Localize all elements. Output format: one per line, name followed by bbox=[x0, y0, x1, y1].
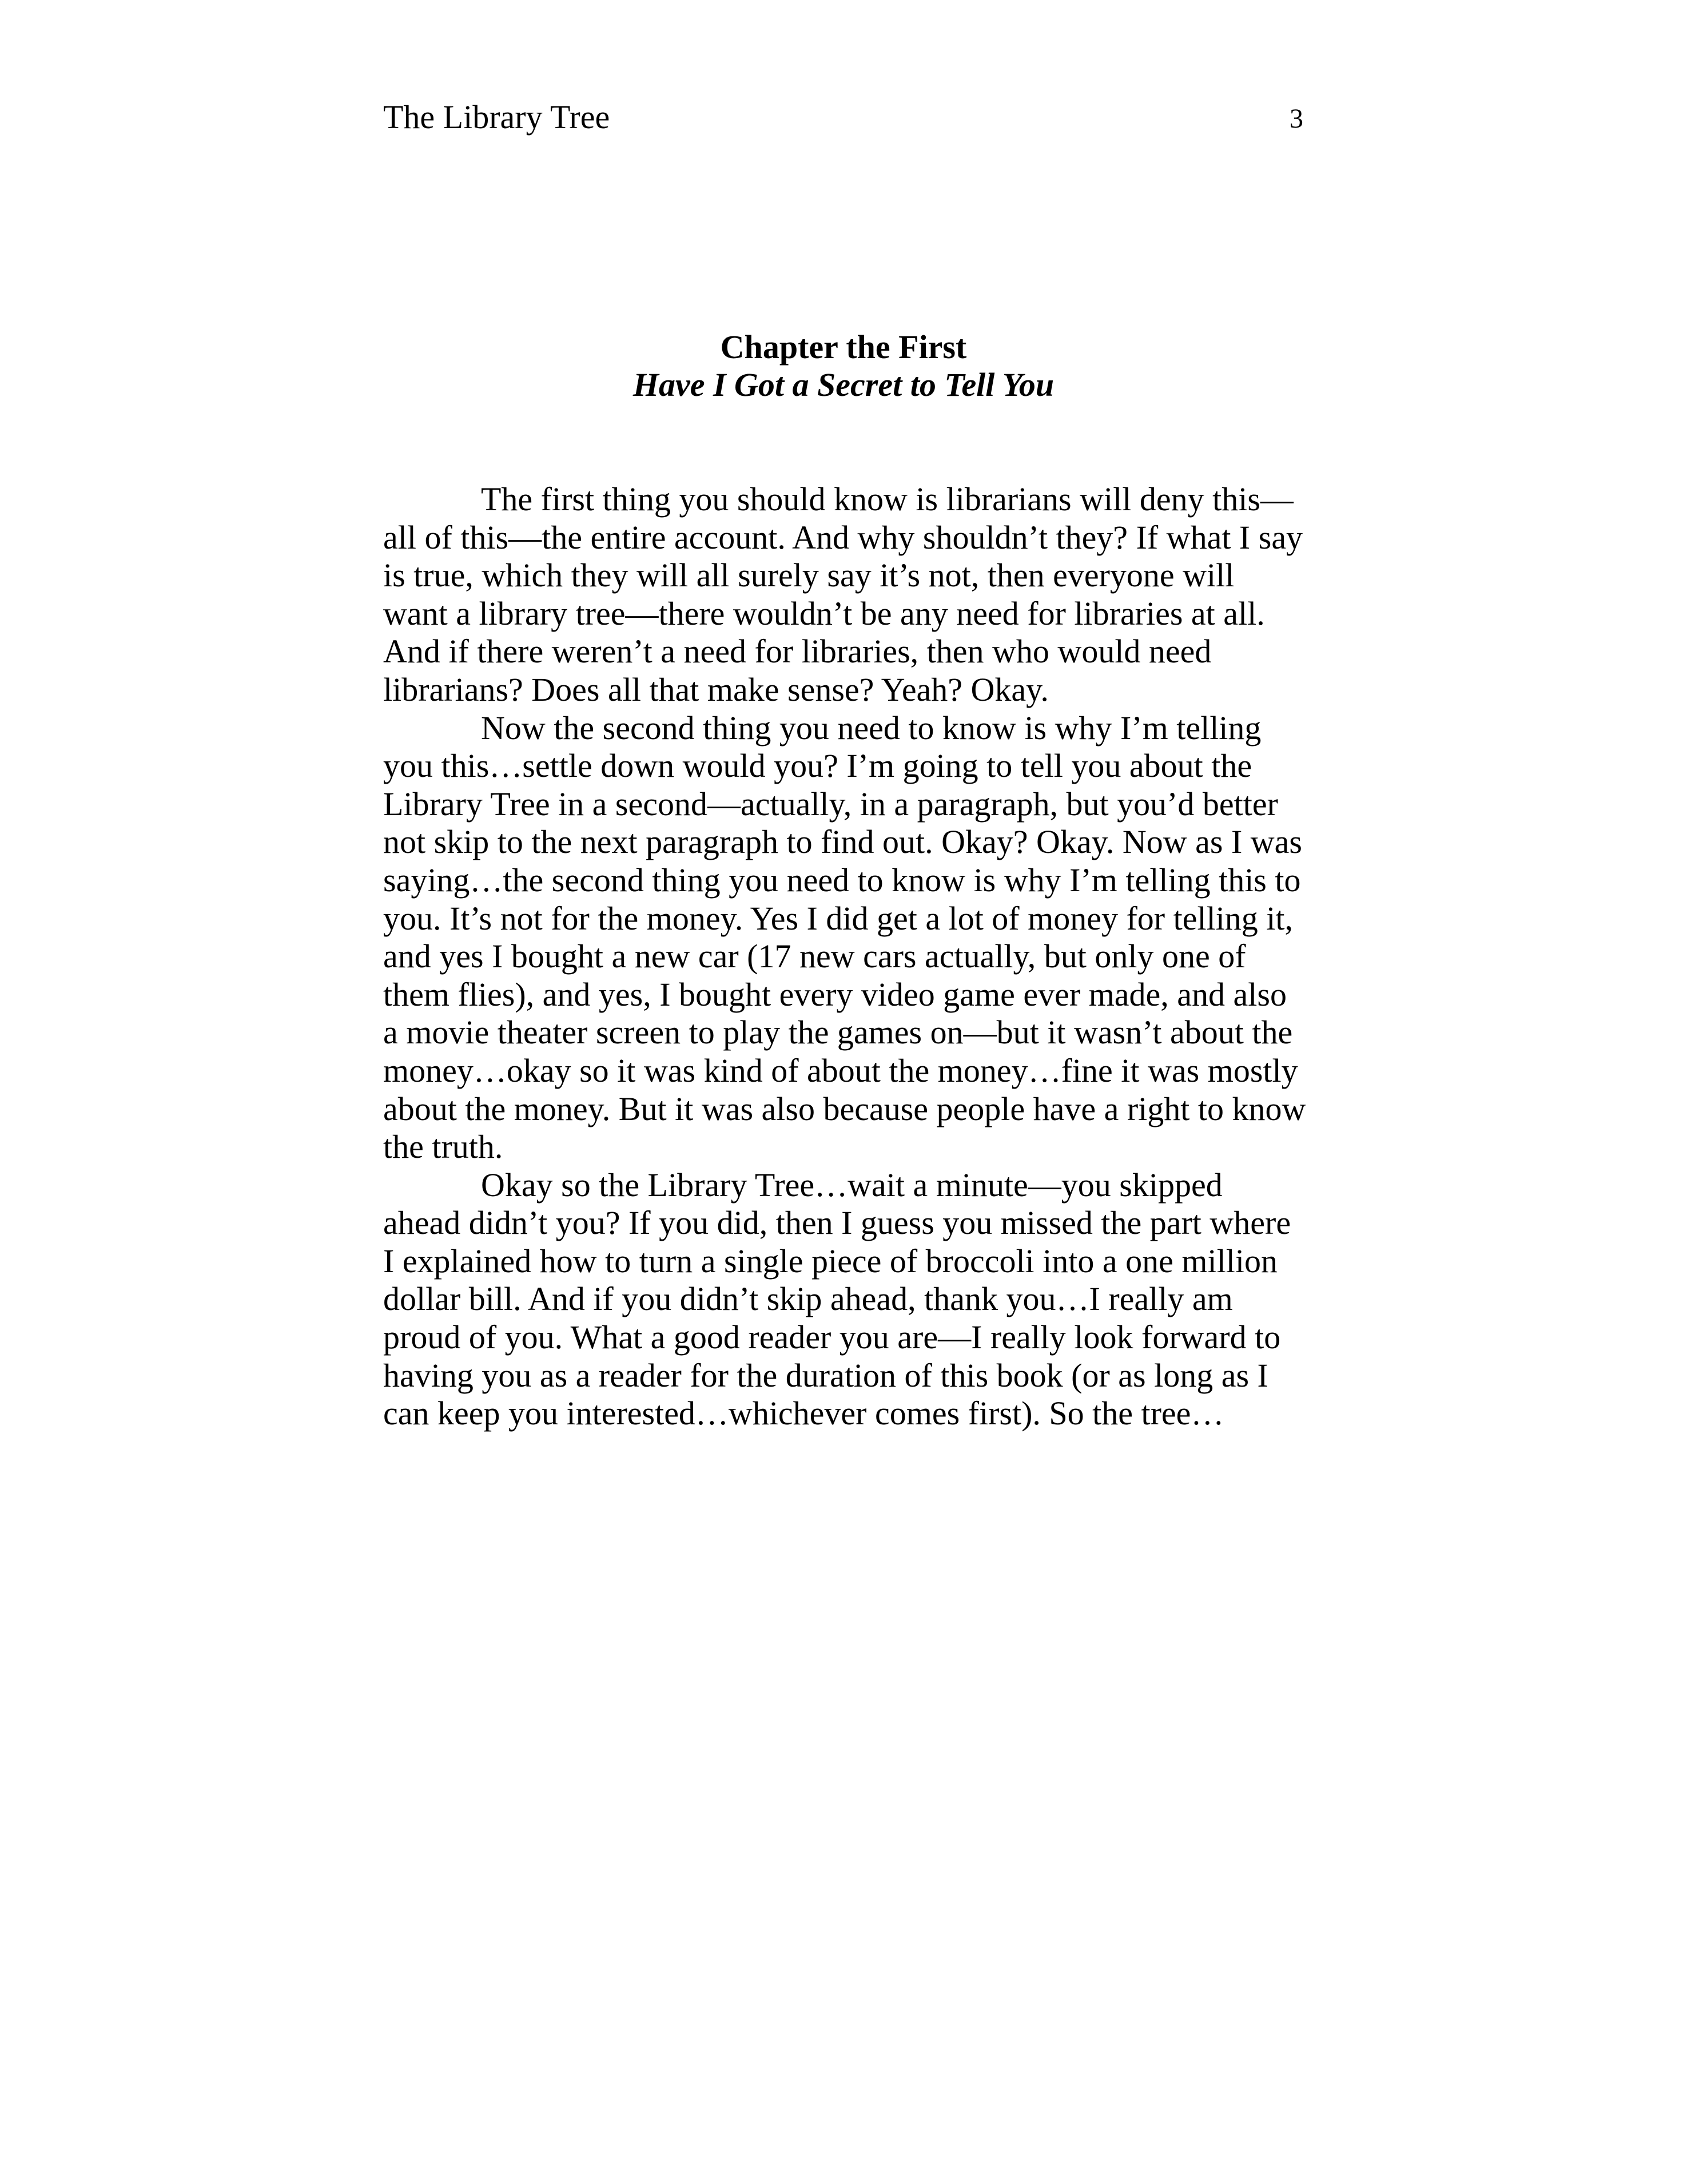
body-text bbox=[383, 481, 1306, 1433]
paragraph bbox=[383, 709, 1306, 1166]
text-line: having you as a reader for the duration of this book (or as long as I bbox=[383, 1356, 1268, 1394]
text-line: and yes I bought a new car (17 new cars actually, but only one of bbox=[383, 938, 1246, 975]
paragraph bbox=[383, 1166, 1306, 1433]
text-line: a movie theater screen to play the games on—but it wasn’t about the bbox=[383, 1014, 1293, 1051]
text-line: dollar bill. And if you didn’t skip ahead, thank you…I really am bbox=[383, 1280, 1233, 1318]
paragraph bbox=[383, 481, 1306, 709]
text-line: can keep you interested…whichever comes first). So the tree… bbox=[383, 1395, 1224, 1432]
text-line: all of this—the entire account. And why shouldn’t they? If what I say bbox=[383, 518, 1303, 556]
text-line: not skip to the next paragraph to find out. Okay? Okay. Now as I was bbox=[383, 823, 1302, 861]
text-line: proud of you. What a good reader you are—I really look forward to bbox=[383, 1319, 1281, 1356]
page-number: 3 bbox=[1290, 104, 1303, 134]
text-line: you this…settle down would you? I’m going to tell you about the bbox=[383, 747, 1252, 785]
text-line: The first thing you should know is librarians will deny this— bbox=[481, 481, 1294, 518]
text-line: librarians? Does all that make sense? Yeah? Okay. bbox=[383, 670, 1049, 708]
text-line: saying…the second thing you need to know is why I’m telling this to bbox=[383, 861, 1301, 899]
text-line: is true, which they will all surely say it’s not, then everyone will bbox=[383, 557, 1235, 594]
text-line: you. It’s not for the money. Yes I did get a lot of money for telling it, bbox=[383, 899, 1294, 937]
text-line: want a library tree—there wouldn’t be any need for libraries at all. bbox=[383, 594, 1265, 632]
text-line: And if there weren’t a need for libraries, then who would need bbox=[383, 633, 1212, 670]
text-line: Now the second thing you need to know is why I’m telling bbox=[481, 709, 1262, 746]
text-line: I explained how to turn a single piece of broccoli into a one million bbox=[383, 1242, 1278, 1280]
text-line: ahead didn’t you? If you did, then I guess you missed the part where bbox=[383, 1204, 1291, 1242]
running-header-title: The Library Tree bbox=[383, 98, 610, 136]
text-line: money…okay so it was kind of about the money…fine it was mostly bbox=[383, 1051, 1298, 1089]
text-line: Library Tree in a second—actually, in a paragraph, but you’d better bbox=[383, 785, 1278, 823]
text-line: Okay so the Library Tree…wait a minute—you skipped bbox=[481, 1166, 1223, 1204]
chapter-title: Chapter the First bbox=[720, 328, 967, 366]
text-line: them flies), and yes, I bought every video game ever made, and also bbox=[383, 975, 1287, 1013]
text-line: about the money. But it was also because people have a right to know bbox=[383, 1090, 1306, 1127]
text-line: the truth. bbox=[383, 1128, 503, 1166]
chapter-subtitle: Have I Got a Secret to Tell You bbox=[632, 366, 1055, 403]
